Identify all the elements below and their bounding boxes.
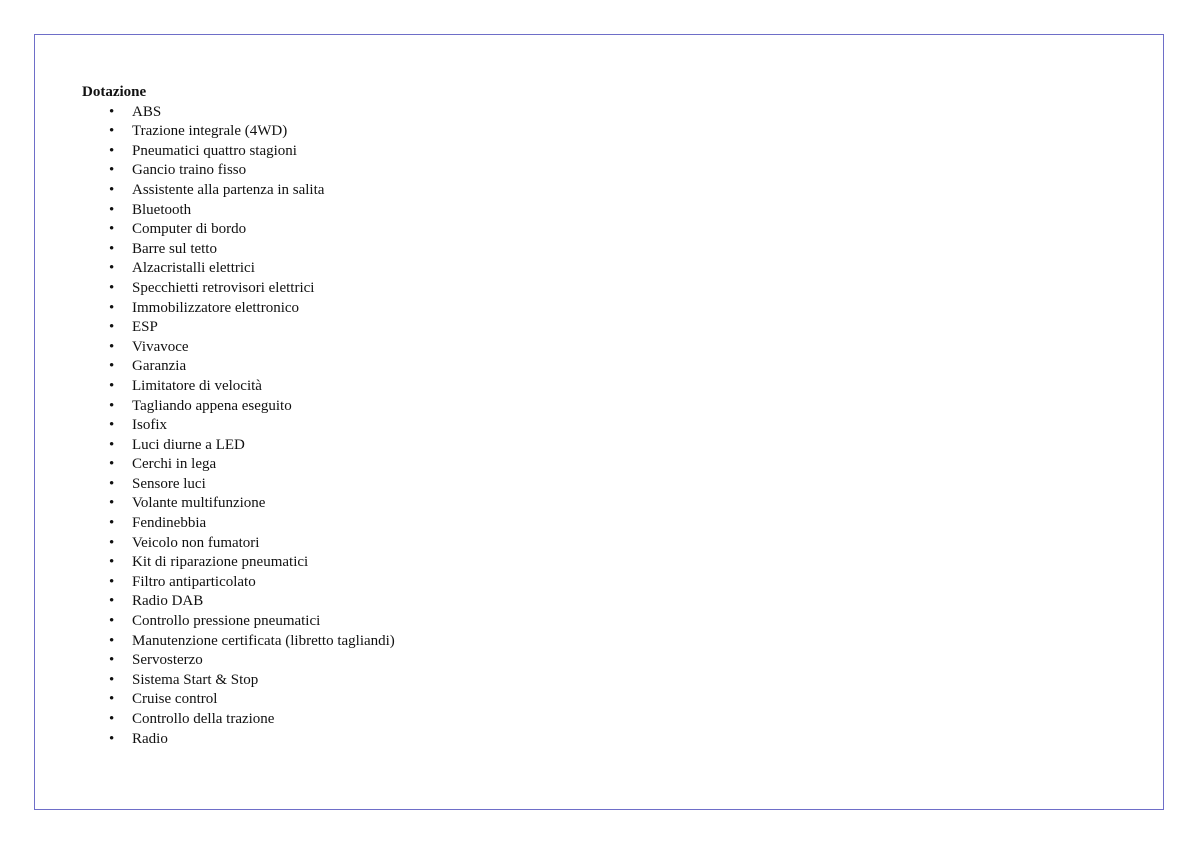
bullet-icon: • xyxy=(109,123,115,140)
equipment-list xyxy=(82,103,395,750)
list-item xyxy=(82,730,395,750)
list-item xyxy=(82,122,395,142)
list-item xyxy=(82,377,395,397)
bullet-icon: • xyxy=(109,613,115,630)
list-item xyxy=(82,103,395,123)
list-item-label: Kit di riparazione pneumatici xyxy=(132,554,309,571)
bullet-icon: • xyxy=(109,260,115,277)
bullet-icon: • xyxy=(109,632,115,649)
list-item xyxy=(82,299,395,319)
list-item xyxy=(82,338,395,358)
list-item xyxy=(82,436,395,456)
bullet-icon: • xyxy=(109,711,115,727)
bullet-icon: • xyxy=(109,475,115,492)
bullet-icon: • xyxy=(109,319,115,336)
list-item-label: Servosterzo xyxy=(132,652,203,669)
bullet-icon: • xyxy=(109,495,115,512)
bullet-icon: • xyxy=(109,671,115,688)
bullet-icon: • xyxy=(109,534,115,551)
list-item xyxy=(82,240,395,260)
bullet-icon: • xyxy=(109,573,115,590)
list-item-label: Radio xyxy=(132,730,168,747)
list-item-label: Volante multifunzione xyxy=(132,495,266,512)
list-item-label: Vivavoce xyxy=(132,338,189,355)
bullet-icon: • xyxy=(109,436,115,453)
list-item-label: Isofix xyxy=(132,417,167,434)
list-item xyxy=(82,710,395,730)
list-item xyxy=(82,455,395,475)
list-item-label: ESP xyxy=(132,319,158,336)
bullet-icon: • xyxy=(109,103,115,120)
bullet-icon: • xyxy=(109,730,115,747)
list-item xyxy=(82,573,395,593)
list-item-label: Fendinebbia xyxy=(132,515,207,532)
list-item-label: Cerchi in lega xyxy=(132,456,217,473)
list-item-label: Luci diurne a LED xyxy=(132,436,245,453)
bullet-icon: • xyxy=(109,279,115,296)
list-item xyxy=(82,671,395,691)
list-item xyxy=(82,475,395,495)
list-item-label: Limitatore di velocità xyxy=(132,377,262,394)
list-item-label: Controllo della trazione xyxy=(132,711,275,727)
bullet-icon: • xyxy=(109,221,115,238)
list-item xyxy=(82,397,395,417)
list-item xyxy=(82,514,395,534)
list-item-label: Trazione integrale (4WD) xyxy=(132,123,288,140)
bullet-icon: • xyxy=(109,397,115,414)
list-item xyxy=(82,494,395,514)
bullet-icon: • xyxy=(109,299,115,316)
list-item-label: Bluetooth xyxy=(132,201,192,218)
list-item xyxy=(82,651,395,671)
list-item-label: Computer di bordo xyxy=(132,221,247,238)
list-item xyxy=(82,181,395,201)
bullet-icon: • xyxy=(109,691,115,708)
list-item xyxy=(82,592,395,612)
bullet-icon: • xyxy=(109,417,115,434)
bullet-icon: • xyxy=(109,181,115,198)
list-item xyxy=(82,612,395,632)
list-item-label: Sensore luci xyxy=(132,475,206,492)
bullet-icon: • xyxy=(109,377,115,394)
list-item xyxy=(82,259,395,279)
list-item-label: Garanzia xyxy=(132,358,187,375)
bullet-icon: • xyxy=(109,554,115,571)
list-item-label: Specchietti retrovisori elettrici xyxy=(132,279,315,296)
list-item xyxy=(82,690,395,710)
bullet-icon: • xyxy=(109,338,115,355)
list-item-label: Filtro antiparticolato xyxy=(132,573,256,590)
list-item xyxy=(82,416,395,436)
list-item-label: ABS xyxy=(132,103,162,120)
list-item-label: Assistente alla partenza in salita xyxy=(132,181,325,198)
list-item-label: Gancio traino fisso xyxy=(132,162,247,179)
list-item-label: Tagliando appena eseguito xyxy=(132,397,292,414)
list-item xyxy=(82,161,395,181)
bullet-icon: • xyxy=(109,652,115,669)
list-item-label: Veicolo non fumatori xyxy=(132,534,260,551)
list-item-label: Sistema Start & Stop xyxy=(132,671,259,688)
bullet-icon: • xyxy=(109,358,115,375)
list-item-label: Manutenzione certificata (libretto tagliandi) xyxy=(132,632,395,649)
bullet-icon: • xyxy=(109,240,115,257)
list-item-label: Alzacristalli elettrici xyxy=(132,260,255,277)
section-heading: Dotazione xyxy=(82,84,147,100)
list-item xyxy=(82,553,395,573)
document-content xyxy=(82,83,395,749)
list-item-label: Barre sul tetto xyxy=(132,240,217,257)
bullet-icon: • xyxy=(109,593,115,610)
list-item xyxy=(82,201,395,221)
document-page xyxy=(34,34,1164,810)
list-item xyxy=(82,632,395,652)
list-item-label: Cruise control xyxy=(132,691,218,708)
list-item xyxy=(82,142,395,162)
bullet-icon: • xyxy=(109,142,115,159)
bullet-icon: • xyxy=(109,201,115,218)
list-item-label: Pneumatici quattro stagioni xyxy=(132,142,297,159)
list-item-label: Immobilizzatore elettronico xyxy=(132,299,300,316)
list-item xyxy=(82,534,395,554)
list-item-label: Radio DAB xyxy=(132,593,204,610)
list-item-label: Controllo pressione pneumatici xyxy=(132,613,321,630)
bullet-icon: • xyxy=(109,456,115,473)
list-item xyxy=(82,279,395,299)
list-item xyxy=(82,318,395,338)
list-item xyxy=(82,357,395,377)
bullet-icon: • xyxy=(109,162,115,179)
bullet-icon: • xyxy=(109,515,115,532)
list-item xyxy=(82,220,395,240)
